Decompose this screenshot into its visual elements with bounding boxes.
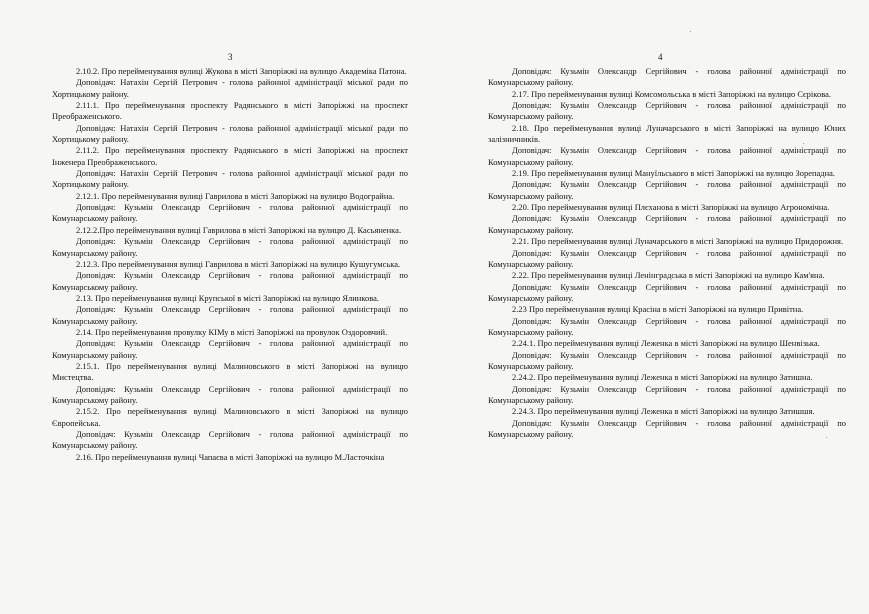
scan-speckle bbox=[803, 143, 804, 144]
speaker-line: Доповідач: Кузьмін Олександр Сергійович - голова районної адміністрації по Комунарському району. bbox=[52, 338, 408, 360]
agenda-item-2-12-2: 2.12.2.Про перейменування вулиці Гаврилова в місті Запоріжжі на вулицю Д. Касьяненка. bbox=[76, 224, 402, 235]
agenda-item-2-24-1: 2.24.1. Про перейменування вулиці Леженка в місті Запоріжжі на вулицю Шенвізька. bbox=[512, 338, 820, 349]
speaker-line: Доповідач: Кузьмін Олександр Сергійович - голова районної адміністрації по Комунарському району. bbox=[488, 383, 846, 405]
agenda-item-2-21: 2.21. Про перейменування вулиці Луначарського в місті Запоріжжі на вулицю Придорожня. bbox=[512, 236, 844, 247]
agenda-item-2-14: 2.14. Про перейменування провулку КІМу в місті Запоріжжі на провулок Оздоровчий. bbox=[76, 326, 388, 337]
agenda-item-2-13: 2.13. Про перейменування вулиці Крупської в місті Запоріжжі на вулицю Ялинкова. bbox=[76, 292, 380, 303]
right-page bbox=[434, 0, 869, 614]
speaker-line: Доповідач: Натахін Сергій Петрович - голова районної адміністрації міської ради по Хортицькому району. bbox=[52, 168, 408, 190]
speaker-line: Доповідач: Кузьмін Олександр Сергійович - голова районної адміністрації по Комунарському району. bbox=[488, 315, 846, 337]
speaker-line: Доповідач: Кузьмін Олександр Сергійович - голова районної адміністрації по Комунарському району. bbox=[52, 383, 408, 405]
agenda-item-2-24-3: 2.24.3. Про перейменування вулиці Леженка в місті Запоріжжі на вулицю Затишшя. bbox=[512, 406, 815, 417]
speaker-line: Доповідач: Кузьмін Олександр Сергійович - голова районної адміністрації по Комунарському району. bbox=[52, 304, 408, 326]
speaker-line: Доповідач: Кузьмін Олександр Сергійович - голова районної адміністрації по Комунарському району. bbox=[488, 100, 846, 122]
speaker-line: Доповідач: Кузьмін Олександр Сергійович - голова районної адміністрації по Комунарському району. bbox=[488, 417, 846, 439]
agenda-item-2-12-1: 2.12.1. Про перейменування вулиці Гаврилова в місті Запоріжжі на вулицю Водограйна. bbox=[76, 190, 395, 201]
speaker-line: Доповідач: Кузьмін Олександр Сергійович - голова районної адміністрації по Комунарському району. bbox=[488, 349, 846, 371]
agenda-item-2-11-1: 2.11.1. Про перейменування проспекту Радянського в місті Запоріжжі на проспект Преображенського. bbox=[52, 100, 408, 122]
left-page bbox=[0, 0, 434, 614]
agenda-item-2-10-2: 2.10.2. Про перейменування вулиці Жукова в місті Запоріжжі на вулицю Академіка Патона. bbox=[76, 66, 407, 76]
speaker-line: Доповідач: Кузьмін Олександр Сергійович - голова районної адміністрації по Комунарському району. bbox=[488, 179, 846, 201]
speaker-line: Доповідач: Кузьмін Олександр Сергійович - голова районної адміністрації по Комунарському району. bbox=[488, 281, 846, 303]
speaker-line: Доповідач: Кузьмін Олександр Сергійович - голова районної адміністрації по Комунарському району. bbox=[488, 213, 846, 235]
speaker-line: Доповідач: Кузьмін Олександр Сергійович - голова районної адміністрації по Комунарському району. bbox=[488, 247, 846, 269]
speaker-line: Доповідач: Кузьмін Олександр Сергійович - голова районної адміністрації по Комунарському району. bbox=[52, 270, 408, 292]
agenda-item-2-11-2: 2.11.2. Про перейменування проспекту Радянського в місті Запоріжжі на проспект Інженера Преображенського. bbox=[52, 145, 408, 167]
speaker-line: Доповідач: Кузьмін Олександр Сергійович - голова районної адміністрації по Комунарському району. bbox=[488, 66, 846, 88]
speaker-line: Доповідач: Натахін Сергій Петрович - голова районної адміністрації міської ради по Хортицькому району. bbox=[52, 77, 408, 99]
agenda-item-2-15-2: 2.15.2. Про перейменування вулиці Малиновського в місті Запоріжжі на вулицю Європейська. bbox=[52, 406, 408, 428]
agenda-item-2-24-2: 2.24.2. Про перейменування вулиці Леженка в місті Запоріжжі на вулицю Затишна. bbox=[512, 372, 813, 383]
speaker-line: Доповідач: Кузьмін Олександр Сергійович - голова районної адміністрації по Комунарському району. bbox=[52, 202, 408, 224]
speaker-line: Доповідач: Кузьмін Олександр Сергійович - голова районної адміністрації по Комунарському району. bbox=[488, 145, 846, 167]
agenda-item-2-23: 2.23 Про перейменування вулиці Красіна в місті Запоріжжі на вулицю Привітна. bbox=[512, 304, 804, 315]
speaker-line: Доповідач: Кузьмін Олександр Сергійович - голова районної адміністрації по Комунарському району. bbox=[52, 236, 408, 258]
page-number-right: 4 bbox=[658, 52, 663, 62]
agenda-item-2-20: 2.20. Про перейменування вулиці Плєханова в місті Запоріжжі на вулицю Агрономічна. bbox=[512, 202, 830, 213]
page-number-left: 3 bbox=[228, 52, 233, 62]
agenda-item-2-18: 2.18. Про перейменування вулиці Луначарського в місті Запоріжжі на вулицю Юних залізничників. bbox=[488, 122, 846, 145]
left-page-text bbox=[52, 66, 408, 463]
scan-speckle bbox=[690, 31, 691, 32]
speaker-line: Доповідач: Кузьмін Олександр Сергійович - голова районної адміністрації по Комунарському району. bbox=[52, 429, 408, 451]
right-page-text bbox=[488, 66, 846, 440]
agenda-item-2-17: 2.17. Про перейменування вулиці Комсомольська в місті Запоріжжі на вулицю Сєрікова. bbox=[512, 88, 831, 99]
agenda-item-2-12-3: 2.12.3. Про перейменування вулиці Гаврилова в місті Запоріжжі на вулицю Кушугумська. bbox=[76, 258, 401, 269]
agenda-item-2-22: 2.22. Про перейменування вулиці Ленінградська в місті Запоріжжі на вулицю Кам'яна. bbox=[512, 270, 825, 281]
agenda-item-2-16: 2.16. Про перейменування вулиці Чапаєва в місті Запоріжжі на вулицю М.Ласточкіна bbox=[76, 451, 385, 462]
agenda-item-2-15-1: 2.15.1. Про перейменування вулиці Малиновського в місті Запоріжжі на вулицю Мистецтва. bbox=[52, 360, 408, 383]
speaker-line: Доповідач: Натахін Сергій Петрович - голова районної адміністрації міської ради по Хортицькому району. bbox=[52, 122, 408, 145]
agenda-item-2-19: 2.19. Про перейменування вулиці Мануїльського в місті Запоріжжі на вулицю Зорепадна. bbox=[512, 168, 836, 179]
scan-speckle bbox=[826, 437, 827, 438]
